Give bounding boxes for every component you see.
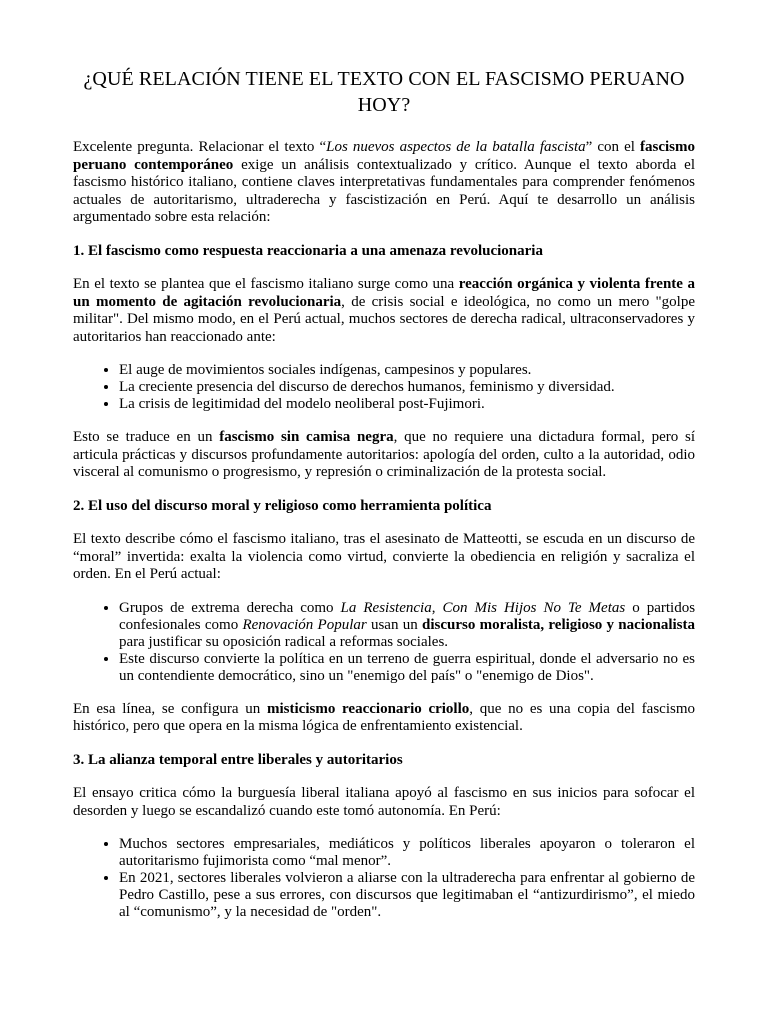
document-title: ¿QUÉ RELACIÓN TIENE EL TEXTO CON EL FASCISMO PERUANO HOY?	[83, 68, 685, 116]
list-item: • Muchos sectores empresariales, mediáticos y políticos liberales apoyaron o toleraron el autoritarismo fujimorista como “mal menor”.	[119, 836, 695, 870]
paragraph-text: En el texto se plantea que el fascismo italiano surge como una	[73, 276, 459, 292]
intro-paragraph	[73, 139, 695, 227]
paragraph-text: Grupos de extrema derecha como	[119, 599, 341, 616]
paragraph-text: En esa línea, se configura un	[73, 700, 267, 717]
section1-bullet-list	[73, 362, 695, 413]
section3-heading: 3. La alianza temporal entre liberales y autoritarios	[73, 751, 403, 768]
paragraph-text: , que no requiere una dictadura formal, pero sí articula prácticas y discursos profundamente autoritarios: apología del orden, culto a la autoridad, odio visceral al comunismo o progresismo, y represión o criminalización de la protesta social.	[73, 429, 695, 480]
list-item: • En 2021, sectores liberales volvieron a aliarse con la ultraderecha para enfrentar al gobierno de Pedro Castillo, pese a sus errores, con discursos que legitimaban el “antizurdirismo”, el miedo al “comunismo”, y la necesidad de "orden".	[119, 870, 695, 921]
paragraph-text: Esto se traduce en un	[73, 429, 220, 445]
section2-heading: 2. El uso del discurso moral y religioso como herramienta política	[73, 497, 492, 514]
intro-text: Excelente pregunta. Relacionar el texto “	[73, 139, 327, 155]
intro-italic-title: Los nuevos aspectos de la batalla fascista	[326, 139, 586, 155]
list-item: • El auge de movimientos sociales indígenas, campesinos y populares.	[119, 362, 695, 379]
section2-bullet-list	[73, 600, 695, 685]
intro-text: ” con el	[585, 139, 641, 155]
paragraph-text: , de crisis social e ideológica, no como un mero "golpe militar". Del mismo modo, en el Perú actual, muchos sectores de derecha radical, ultraconservadores y autoritarios han reaccionado ante:	[73, 293, 695, 345]
list-item	[119, 600, 695, 651]
section1-paragraph	[73, 276, 695, 346]
bold-phrase: discurso moralista, religioso y nacionalista	[421, 616, 695, 633]
section3-bullet-list	[73, 836, 695, 921]
section1-paragraph-2	[73, 429, 695, 482]
italic-name: Con Mis Hijos No Te Metas	[442, 599, 626, 616]
paragraph-text: ,	[431, 599, 443, 616]
paragraph-text: para justificar su oposición radical a reformas sociales.	[119, 633, 449, 650]
italic-name: La Resistencia	[340, 599, 432, 616]
list-item: • La creciente presencia del discurso de derechos humanos, feminismo y diversidad.	[119, 379, 695, 396]
list-item: • Este discurso convierte la política en un terreno de guerra espiritual, donde el adversario no es un contendiente democrático, sino un "enemigo del país" o "enemigo de Dios".	[119, 651, 695, 685]
bold-phrase: misticismo reaccionario criollo	[267, 700, 470, 717]
intro-text: exige un análisis contextualizado y crítico. Aunque el texto aborda el fascismo histórico italiano, contiene claves interpretativas fundamentales para comprender fenómenos actuales de autoritarismo, ultraderecha y fascistización en Perú. Aquí te desarrollo un análisis argumentado sobre esta relación:	[73, 156, 695, 225]
section2-paragraph-2	[73, 701, 695, 736]
intro-bold-phrase: fascismo peruano contemporáneo	[73, 139, 696, 173]
italic-name: Renovación Popular	[242, 616, 367, 633]
paragraph-text: usan un	[366, 616, 422, 633]
paragraph-text: o partidos confesionales como	[119, 599, 696, 633]
paragraph-text: , que no es una copia del fascismo histórico, pero que opera en la misma lógica de enfrentamiento existencial.	[73, 700, 695, 734]
section2-paragraph: El texto describe cómo el fascismo italiano, tras el asesinato de Matteotti, se escuda en un discurso de “moral” invertida: exalta la violencia como virtud, convierte la obediencia en religión y sacraliza el orden. En el Perú actual:	[73, 531, 695, 582]
section1-heading: 1. El fascismo como respuesta reaccionaria a una amenaza revolucionaria	[73, 242, 543, 259]
bold-phrase: fascismo sin camisa negra	[219, 429, 394, 445]
section3-paragraph: El ensayo critica cómo la burguesía liberal italiana apoyó al fascismo en sus inicios para sofocar el desorden y luego se escandalizó cuando este tomó autonomía. En Perú:	[73, 785, 695, 819]
list-item: • La crisis de legitimidad del modelo neoliberal post-Fujimori.	[119, 396, 695, 413]
bold-phrase: reacción orgánica y violenta frente a un momento de agitación revolucionaria	[73, 276, 696, 310]
